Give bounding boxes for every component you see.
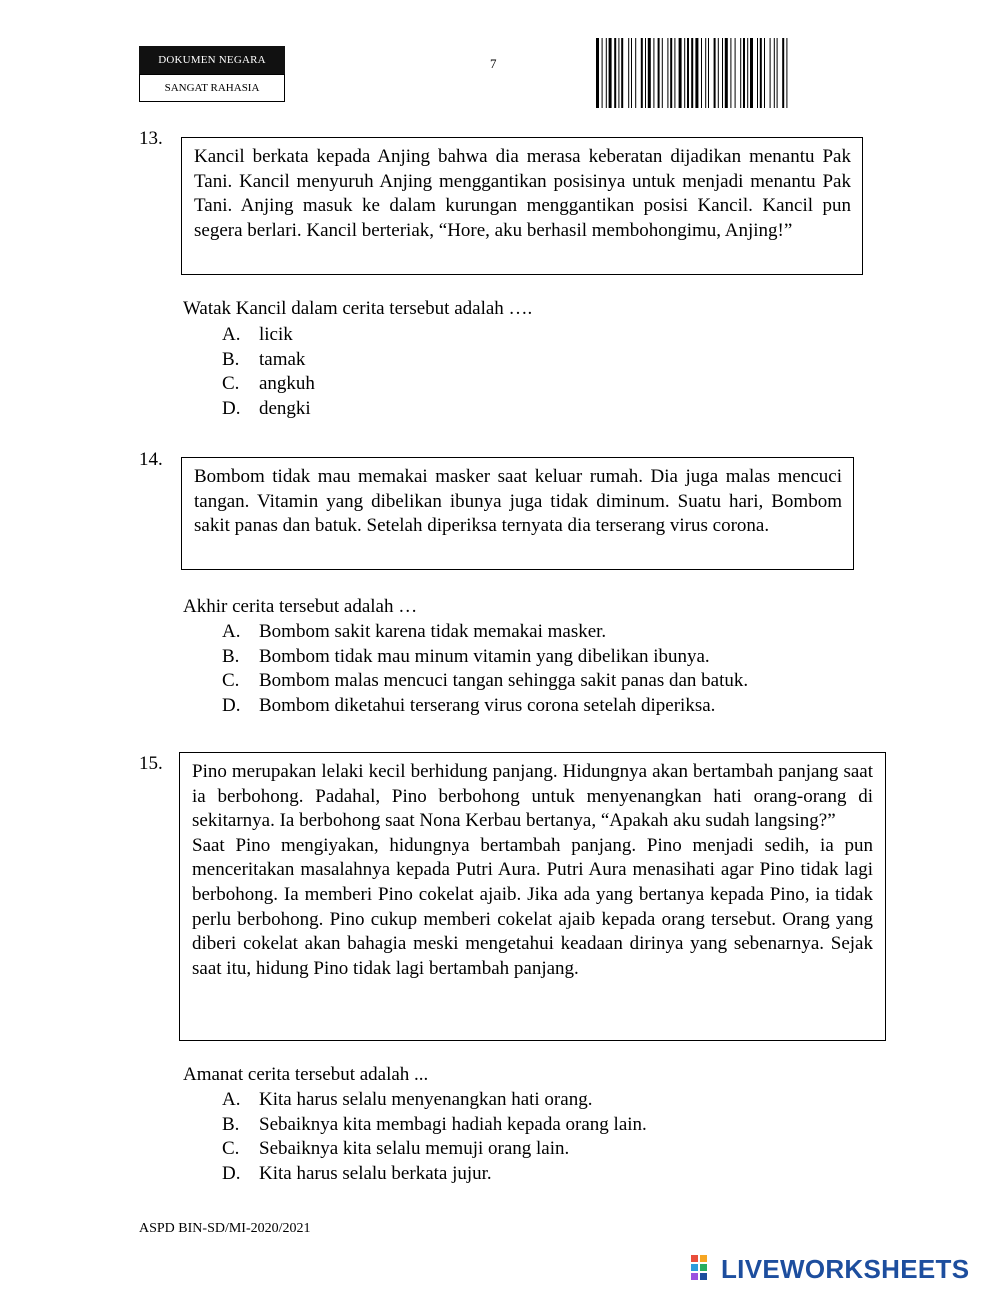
question-15-options — [222, 1088, 647, 1186]
question-14-passage — [181, 457, 854, 570]
passage-paragraph: Kancil berkata kepada Anjing bahwa dia merasa keberatan dijadikan menantu Pak Tani. Kancil menyuruh Anjing menggantikan posisinya untuk menjadi menantu Pak Tani. Anjing masuk ke dalam kurungan menggantikan posisi Kancil. Kancil pun segera berlari. Kancil berteriak, “Hore, aku berhasil membohongimu, Anjing!” — [194, 146, 851, 241]
question-13-number: 13. — [139, 128, 163, 149]
option-b[interactable]: B. tamak — [222, 348, 315, 373]
badge-sangat-rahasia — [139, 74, 285, 102]
question-15-passage — [179, 752, 886, 1041]
question-14-options — [222, 620, 748, 718]
option-b[interactable]: B. Sebaiknya kita membagi hadiah kepada orang lain. — [222, 1113, 647, 1138]
option-c[interactable]: C. angkuh — [222, 372, 315, 397]
option-text: tamak — [259, 348, 306, 370]
brand-name: LIVEWORKSHEETS — [721, 1253, 970, 1284]
option-text: Bombom tidak mau minum vitamin yang dibelikan ibunya. — [259, 645, 710, 667]
option-text: Bombom malas mencuci tangan sehingga sakit panas dan batuk. — [259, 670, 749, 692]
passage-paragraph: Saat Pino mengiyakan, hidungnya bertambah panjang. Pino menjadi sedih, ia pun menceritakan masalahnya kepada Putri Aura. Putri Aura menasihati agar Pino tidak lagi berbohong. Ia memberi Pino cokelat ajaib. Jika ada yang bertanya kepada Pino, ia tidak perlu berbohong. Pino cukup memberi cokelat ajaib kepada orang tersebut. Orang yang diberi cokelat akan bahagia meski mengetahui keadaan dirinya yang sebenarnya. Sejak saat itu, hidung Pino tidak lagi bertambah panjang. — [192, 834, 873, 979]
badge-dokumen-negara — [139, 46, 285, 74]
option-text: licik — [259, 324, 293, 345]
option-text: Bombom sakit karena tidak memakai masker. — [259, 621, 607, 642]
badge-top-label: DOKUMEN NEGARA — [158, 54, 266, 66]
option-c[interactable]: C. Sebaiknya kita selalu memuji orang lain. — [222, 1137, 647, 1162]
page-number: 7 — [490, 56, 497, 71]
option-d[interactable]: D. Bombom diketahui terserang virus corona setelah diperiksa. — [222, 694, 748, 719]
option-text: Kita harus selalu berkata jujur. — [259, 1162, 492, 1184]
question-13-passage — [181, 137, 863, 275]
badge-bottom-label: SANGAT RAHASIA — [164, 82, 260, 94]
option-b[interactable]: B. Bombom tidak mau minum vitamin yang dibelikan ibunya. — [222, 645, 748, 670]
option-text: Sebaiknya kita selalu memuji orang lain. — [259, 1138, 570, 1160]
barcode-icon — [596, 38, 858, 108]
option-a[interactable]: A. licik — [222, 323, 315, 348]
question-13-prompt: Watak Kancil dalam cerita tersebut adalah …. — [183, 298, 533, 319]
footer-code: ASPD BIN-SD/MI-2020/2021 — [139, 1221, 311, 1236]
option-text: dengki — [259, 397, 311, 419]
question-15-prompt: Amanat cerita tersebut adalah ... — [183, 1064, 429, 1085]
liveworksheets-logo-icon — [691, 1255, 717, 1283]
passage-paragraph: Pino merupakan lelaki kecil berhidung panjang. Hidungnya akan bertambah panjang saat ia berbohong. Padahal, Pino berbohong untuk menyenangkan hati orang-orang di sekitarnya. Ia berbohong saat Nona Kerbau bertanya, “Apakah aku sudah langsing?” — [192, 761, 873, 832]
option-text: Kita harus selalu menyenangkan hati orang. — [259, 1089, 593, 1110]
option-c[interactable]: C. Bombom malas mencuci tangan sehingga sakit panas dan batuk. — [222, 669, 748, 694]
liveworksheets-logo[interactable] — [691, 1254, 969, 1284]
passage-paragraph: Bombom tidak mau memakai masker saat keluar rumah. Dia juga malas mencuci tangan. Vitamin yang dibelikan ibunya juga tidak diminum. Suatu hari, Bombom sakit panas dan batuk. Setelah diperiksa ternyata dia terserang virus corona. — [194, 466, 842, 537]
option-a[interactable]: A. Bombom sakit karena tidak memakai masker. — [222, 620, 748, 645]
question-13-options — [222, 323, 315, 421]
option-d[interactable]: D. Kita harus selalu berkata jujur. — [222, 1162, 647, 1187]
question-14-prompt: Akhir cerita tersebut adalah … — [183, 596, 418, 617]
option-text: angkuh — [259, 373, 315, 395]
question-14-number: 14. — [139, 449, 163, 470]
question-15-number: 15. — [139, 753, 163, 774]
option-d[interactable]: D. dengki — [222, 397, 315, 422]
option-text: Sebaiknya kita membagi hadiah kepada orang lain. — [259, 1113, 647, 1135]
option-a[interactable]: A. Kita harus selalu menyenangkan hati orang. — [222, 1088, 647, 1113]
option-text: Bombom diketahui terserang virus corona setelah diperiksa. — [259, 694, 716, 716]
